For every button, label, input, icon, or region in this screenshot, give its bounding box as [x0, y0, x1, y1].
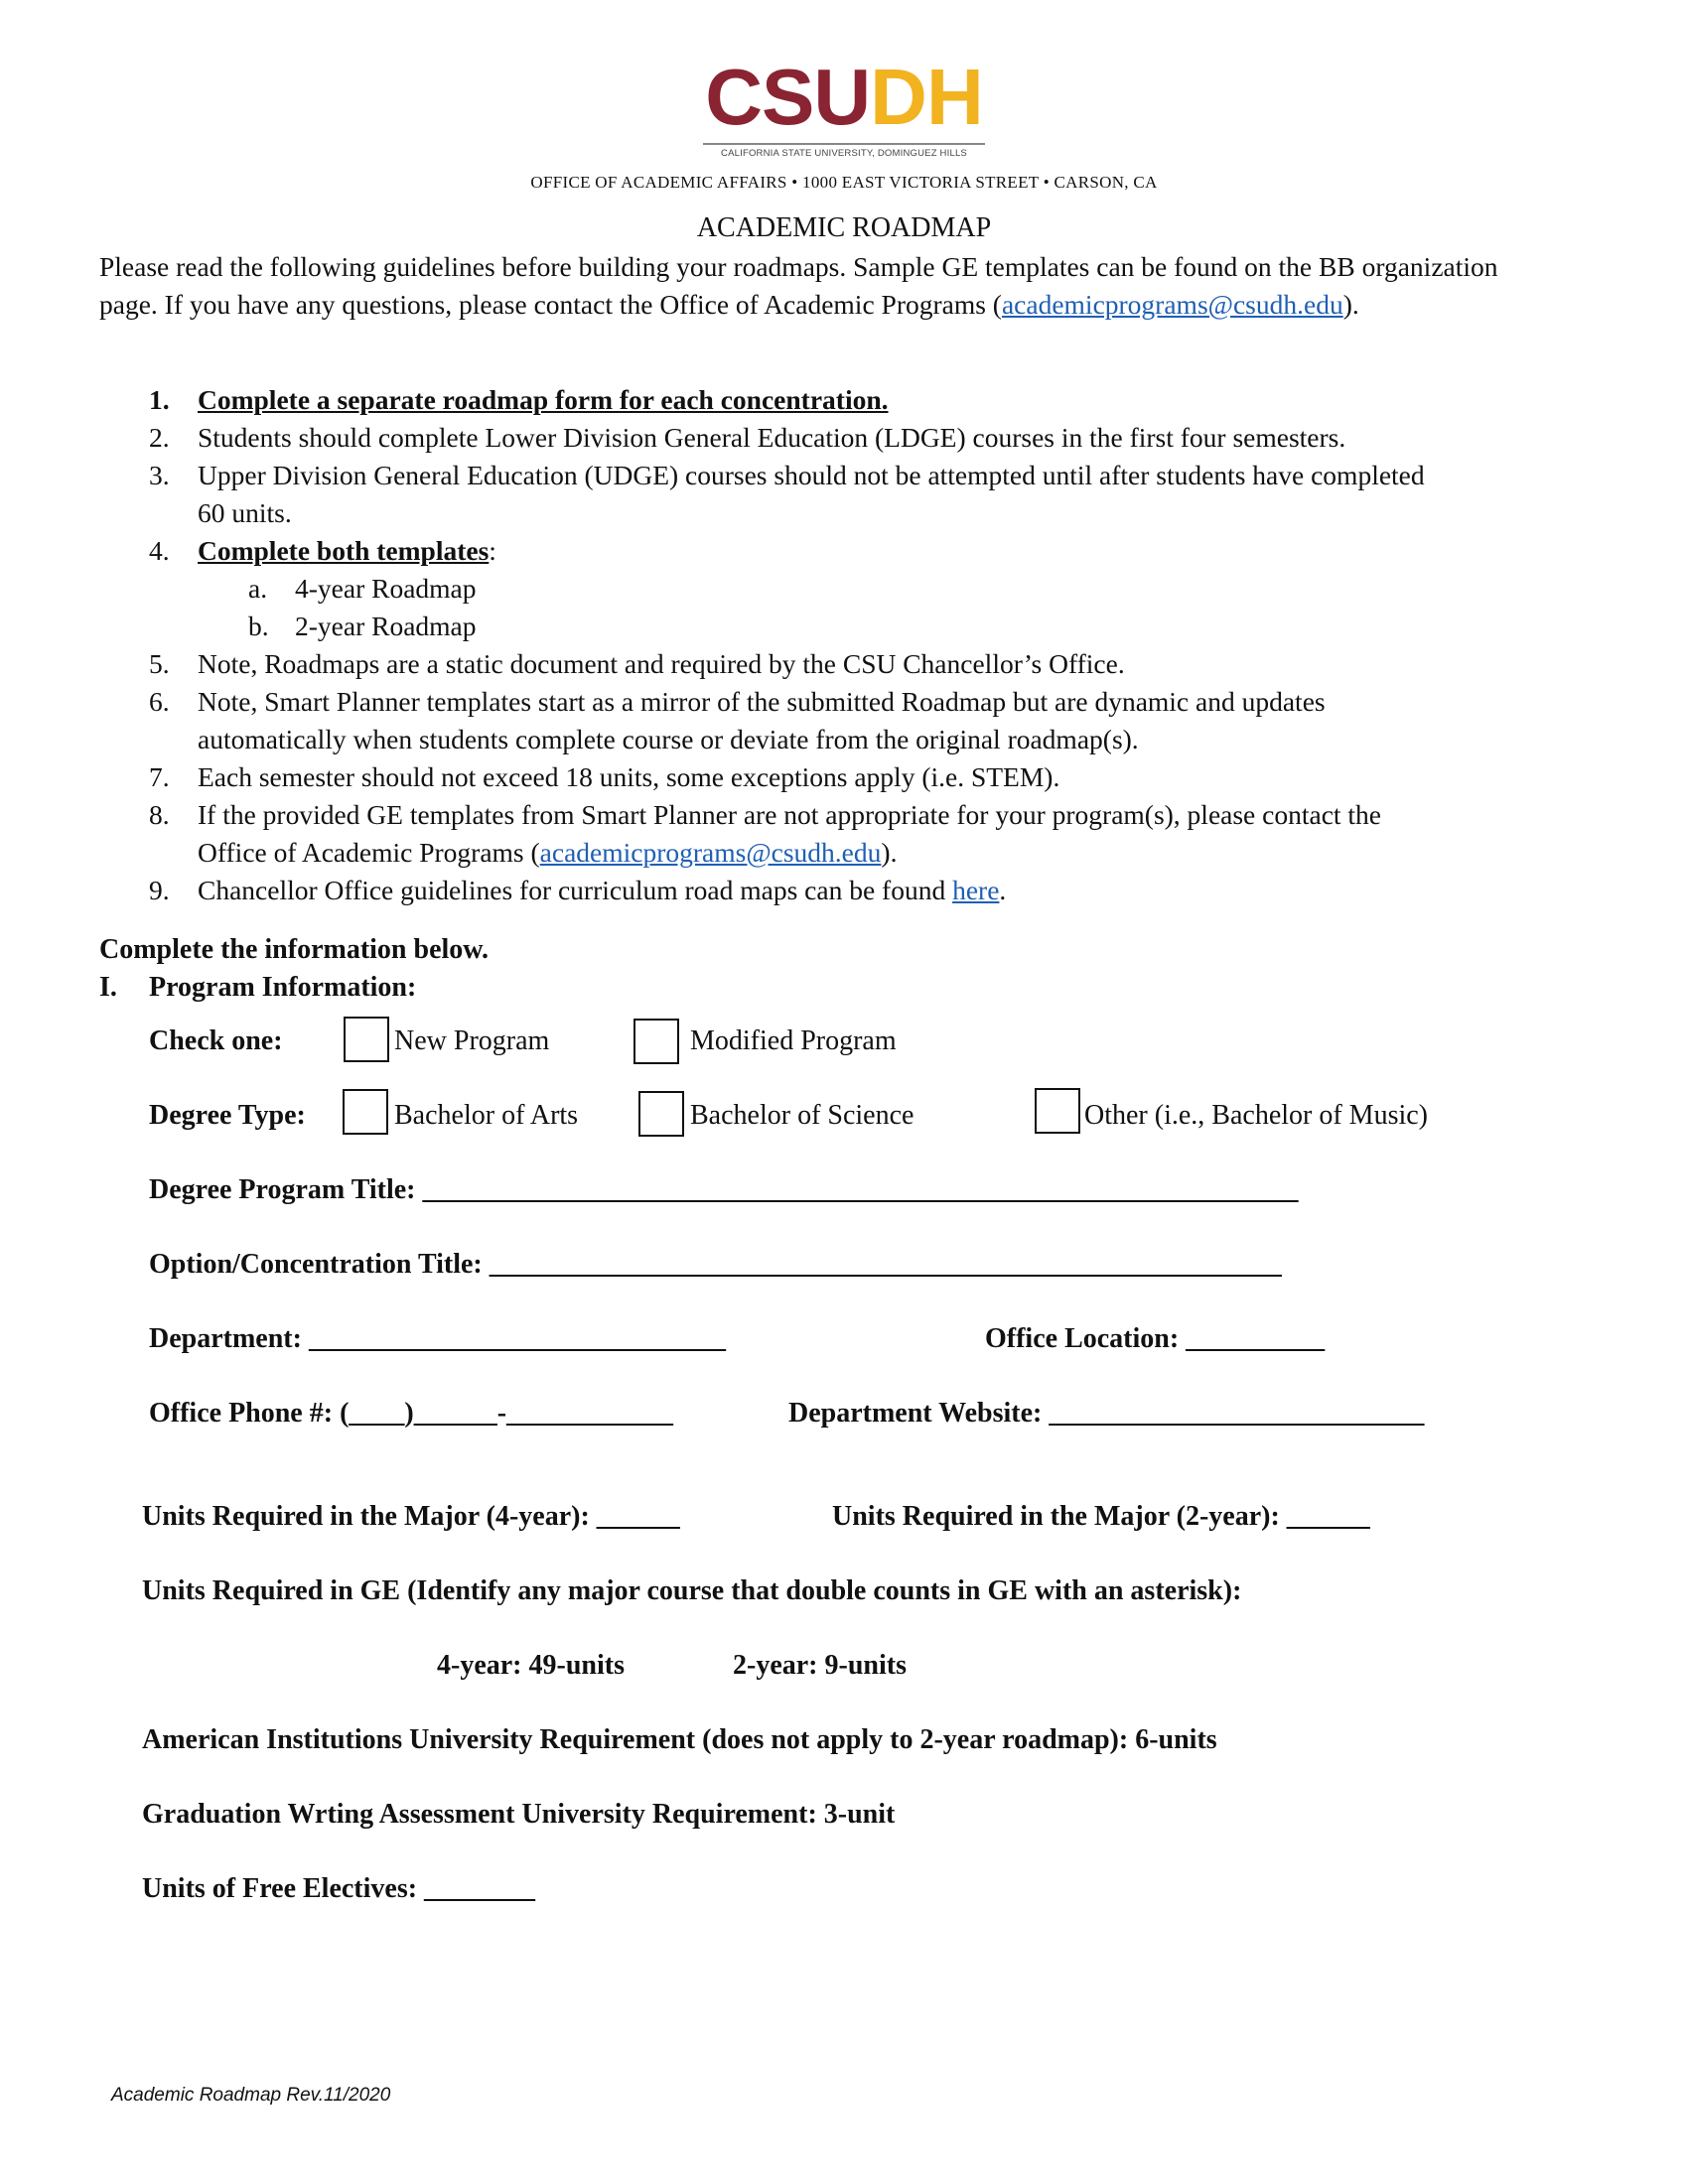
office-phone-field[interactable]: Office Phone #: (____)______-____________ — [149, 1398, 674, 1429]
guideline-3-line1: Upper Division General Education (UDGE) courses should not be attempted until after students have completed — [198, 460, 1425, 490]
sub-item-2year: 2-year Roadmap — [295, 611, 477, 641]
guideline-1-text: Complete a separate roadmap form for each concentration. — [198, 384, 889, 415]
new-program-label: New Program — [394, 1025, 550, 1056]
intro-email-link[interactable]: academicprograms@csudh.edu — [1001, 289, 1343, 320]
other-degree-checkbox[interactable] — [1035, 1088, 1080, 1134]
guideline-number: 2. — [149, 422, 170, 453]
guideline-number: 8. — [149, 799, 170, 830]
free-electives-field[interactable]: Units of Free Electives: ________ — [142, 1873, 536, 1904]
guideline-2-text: Students should complete Lower Division General Education (LDGE) courses in the first four semesters. — [198, 422, 1346, 453]
bachelor-of-arts-label: Bachelor of Arts — [394, 1100, 579, 1131]
complete-below-heading: Complete the information below. — [99, 934, 489, 965]
modified-program-label: Modified Program — [690, 1025, 897, 1056]
guideline-number: 3. — [149, 460, 170, 490]
guideline-number: 6. — [149, 686, 170, 717]
degree-type-label: Degree Type: — [149, 1100, 306, 1131]
guideline-8-line2-end: ). — [881, 837, 898, 868]
american-institutions-requirement: American Institutions University Requirement (does not apply to 2-year roadmap): 6-units — [142, 1724, 1217, 1755]
check-one-label: Check one: — [149, 1025, 283, 1056]
guideline-5-text: Note, Roadmaps are a static document and required by the CSU Chancellor’s Office. — [198, 648, 1125, 679]
csudh-logo — [0, 53, 1688, 159]
option-concentration-title-field[interactable]: Option/Concentration Title: _________________________________________________________ — [149, 1249, 1282, 1280]
units-ge-label: Units Required in GE (Identify any major course that double counts in GE with an asterisk): — [142, 1575, 1242, 1606]
guideline-9-body: Chancellor Office guidelines for curriculum road maps can be found — [198, 875, 953, 905]
bachelor-of-arts-checkbox[interactable] — [343, 1089, 388, 1135]
guideline-3-line2: 60 units. — [198, 497, 292, 528]
guideline-8-line2-start: Office of Academic Programs ( — [198, 837, 540, 868]
logo-subtitle: CALIFORNIA STATE UNIVERSITY, DOMINGUEZ HILLS — [721, 148, 967, 159]
ge-2year-units: 2-year: 9-units — [733, 1650, 907, 1681]
department-website-field[interactable]: Department Website: ___________________________ — [788, 1398, 1425, 1429]
guideline-4-emphasis: Complete both templates — [198, 535, 490, 566]
guideline-8-line1: If the provided GE templates from Smart Planner are not appropriate for your program(s), please contact the — [198, 799, 1382, 830]
guideline-number: 7. — [149, 761, 170, 792]
page-title: ACADEMIC ROADMAP — [696, 212, 992, 243]
section-number: I. — [99, 972, 117, 1003]
logo-rule — [703, 143, 985, 145]
guideline-number: 1. — [149, 384, 170, 415]
guideline-number: 5. — [149, 648, 170, 679]
ge-4year-units: 4-year: 49-units — [437, 1650, 625, 1681]
logo-csu: CSU — [705, 53, 871, 141]
guideline-4-text — [198, 535, 496, 567]
gwar-requirement: Graduation Wrting Assessment University Requirement: 3-unit — [142, 1799, 896, 1830]
units-major-4year-field[interactable]: Units Required in the Major (4-year): ______ — [142, 1501, 680, 1532]
modified-program-checkbox[interactable] — [633, 1019, 679, 1064]
logo-wordmark — [0, 53, 1688, 141]
sub-item-letter: a. — [248, 573, 268, 604]
guideline-4-colon: : — [489, 535, 496, 566]
bachelor-of-science-checkbox[interactable] — [638, 1091, 684, 1137]
guideline-8-email-link[interactable]: academicprograms@csudh.edu — [539, 837, 882, 868]
department-field[interactable]: Department: ______________________________ — [149, 1323, 726, 1354]
office-address-line: OFFICE OF ACADEMIC AFFAIRS • 1000 EAST VICTORIA STREET • CARSON, CA — [530, 173, 1158, 192]
intro-paragraph — [99, 248, 1559, 324]
guideline-8-line2 — [198, 837, 897, 869]
guideline-9-end: . — [999, 875, 1007, 905]
intro-text: Please read the following guidelines before building your roadmaps. Sample GE templates can be found on the BB organization page. If you have any questions, please contact the Office of Academic Programs ( — [99, 251, 1498, 320]
logo-dh: DH — [870, 53, 983, 141]
sub-item-4year: 4-year Roadmap — [295, 573, 477, 604]
bachelor-of-science-label: Bachelor of Science — [690, 1100, 914, 1131]
intro-end: ). — [1342, 289, 1359, 320]
sub-item-letter: b. — [248, 611, 269, 641]
guideline-9-text — [198, 875, 1006, 906]
new-program-checkbox[interactable] — [344, 1017, 389, 1062]
guideline-number: 4. — [149, 535, 170, 566]
guideline-9-here-link[interactable]: here — [952, 875, 1000, 905]
guideline-6-line1: Note, Smart Planner templates start as a mirror of the submitted Roadmap but are dynamic and updates — [198, 686, 1326, 717]
other-degree-label: Other (i.e., Bachelor of Music) — [1084, 1100, 1428, 1131]
guideline-number: 9. — [149, 875, 170, 905]
section-title: Program Information: — [149, 972, 417, 1003]
office-location-field[interactable]: Office Location: __________ — [985, 1323, 1326, 1354]
guideline-7-text: Each semester should not exceed 18 units, some exceptions apply (i.e. STEM). — [198, 761, 1060, 792]
degree-program-title-field[interactable]: Degree Program Title: _______________________________________________________________ — [149, 1174, 1299, 1205]
footer-revision: Academic Roadmap Rev.11/2020 — [111, 2085, 391, 2106]
units-major-2year-field[interactable]: Units Required in the Major (2-year): ______ — [832, 1501, 1370, 1532]
guideline-6-line2: automatically when students complete course or deviate from the original roadmap(s). — [198, 724, 1139, 754]
